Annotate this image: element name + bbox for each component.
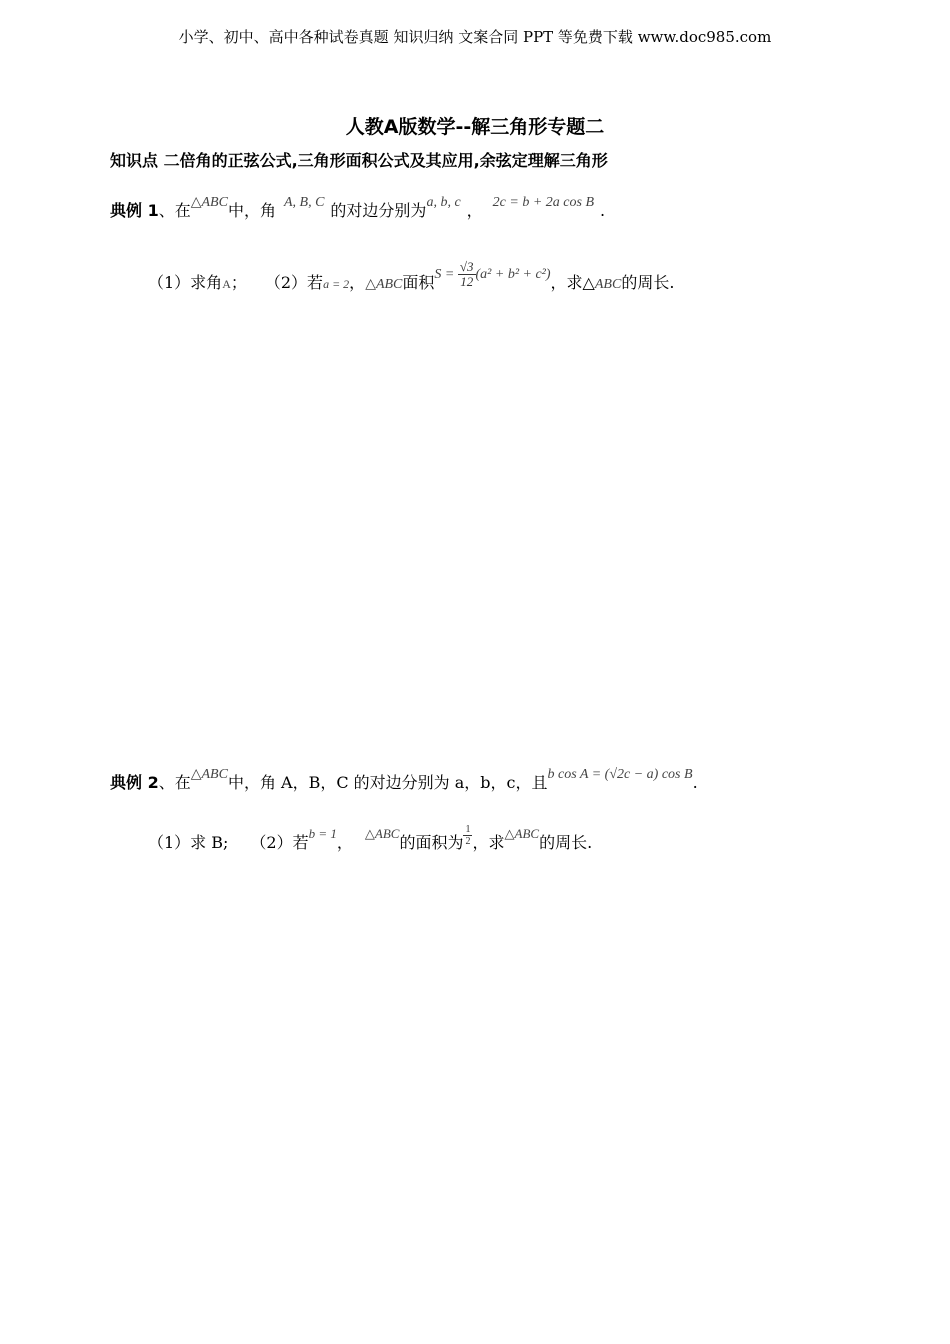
example-1-q2-area-label: 面积 xyxy=(402,273,435,292)
example-1-label: 典例 1 xyxy=(110,201,159,220)
example-2-q2-triangle: △ABC xyxy=(364,826,400,841)
example-1-statement xyxy=(110,195,606,221)
example-2-statement xyxy=(110,767,698,793)
area-formula xyxy=(434,259,551,290)
example-2-q2-tail: ，求 xyxy=(472,833,505,852)
page-header: 小学、初中、高中各种试卷真题 知识归纳 文案合同 PPT 等免费下载 www.doc985.com xyxy=(178,28,772,46)
example-1-questions xyxy=(148,259,675,299)
example-1-q2-triangle: △ABC xyxy=(365,277,403,292)
area-fraction xyxy=(458,260,476,289)
example-1-text: 的对边分别为 xyxy=(330,201,427,220)
example-1-q1-var: A xyxy=(222,277,231,291)
example-2-q2-cond: b = 1 xyxy=(308,826,337,841)
area-formula-rhs: (a² + b² + c²) xyxy=(475,267,551,282)
example-1-q2: （2）若 xyxy=(264,273,324,292)
example-2-label: 典例 2 xyxy=(110,773,159,792)
example-1-end: . xyxy=(600,201,606,220)
document-title: 人教A版数学--解三角形专题二 xyxy=(345,116,605,138)
half-fraction-denominator: 2 xyxy=(465,836,471,847)
example-1-angles: A, B, C xyxy=(283,195,325,210)
example-1-triangle: △ABC xyxy=(190,195,228,210)
example-1-text: 、在 xyxy=(158,201,191,220)
example-2-q2-comma: ， xyxy=(336,833,353,852)
area-fraction-numerator: √3 xyxy=(459,259,474,275)
area-fraction-denominator: 12 xyxy=(460,274,474,290)
example-2-end: . xyxy=(692,773,698,792)
example-2-q2-end: 的周长. xyxy=(539,833,593,852)
example-2-q2-tri2: △ABC xyxy=(504,826,540,841)
example-1-sides: a, b, c xyxy=(426,195,461,210)
example-1-text: ， xyxy=(466,201,483,220)
example-1-q2-tail: ，求△ xyxy=(550,273,595,292)
example-2-text: 、在 xyxy=(158,773,191,792)
example-2-q2: （2）若 xyxy=(250,833,309,852)
example-2-equation: b cos A = (√2c − a) cos B xyxy=(547,767,693,782)
half-fraction-numerator: 1 xyxy=(465,824,471,835)
example-2-triangle: △ABC xyxy=(190,767,228,782)
area-formula-lhs: S = xyxy=(434,267,455,282)
knowledge-point-heading: 知识点 二倍角的正弦公式,三角形面积公式及其应用,余弦定理解三角形 xyxy=(110,151,608,170)
example-1-text: 中，角 xyxy=(227,201,276,220)
example-1-q2-end: 的周长. xyxy=(621,273,675,292)
example-1-q1-sep: ； xyxy=(230,273,247,292)
example-1-q1: （1）求角 xyxy=(148,273,223,292)
example-1-q2-tri2: ABC xyxy=(594,277,622,292)
example-2-text: 中，角 A，B，C 的对边分别为 a，b，c，且 xyxy=(227,773,548,792)
half-fraction xyxy=(463,824,472,847)
example-2-q2-area-label: 的面积为 xyxy=(399,833,464,852)
example-1-q2-comma: ， xyxy=(349,273,366,292)
example-2-questions xyxy=(148,824,593,855)
example-2-q1: （1）求 B; xyxy=(148,833,229,852)
example-1-equation: 2c = b + 2a cos B xyxy=(492,195,594,210)
example-1-q2-cond: a = 2 xyxy=(323,277,350,291)
